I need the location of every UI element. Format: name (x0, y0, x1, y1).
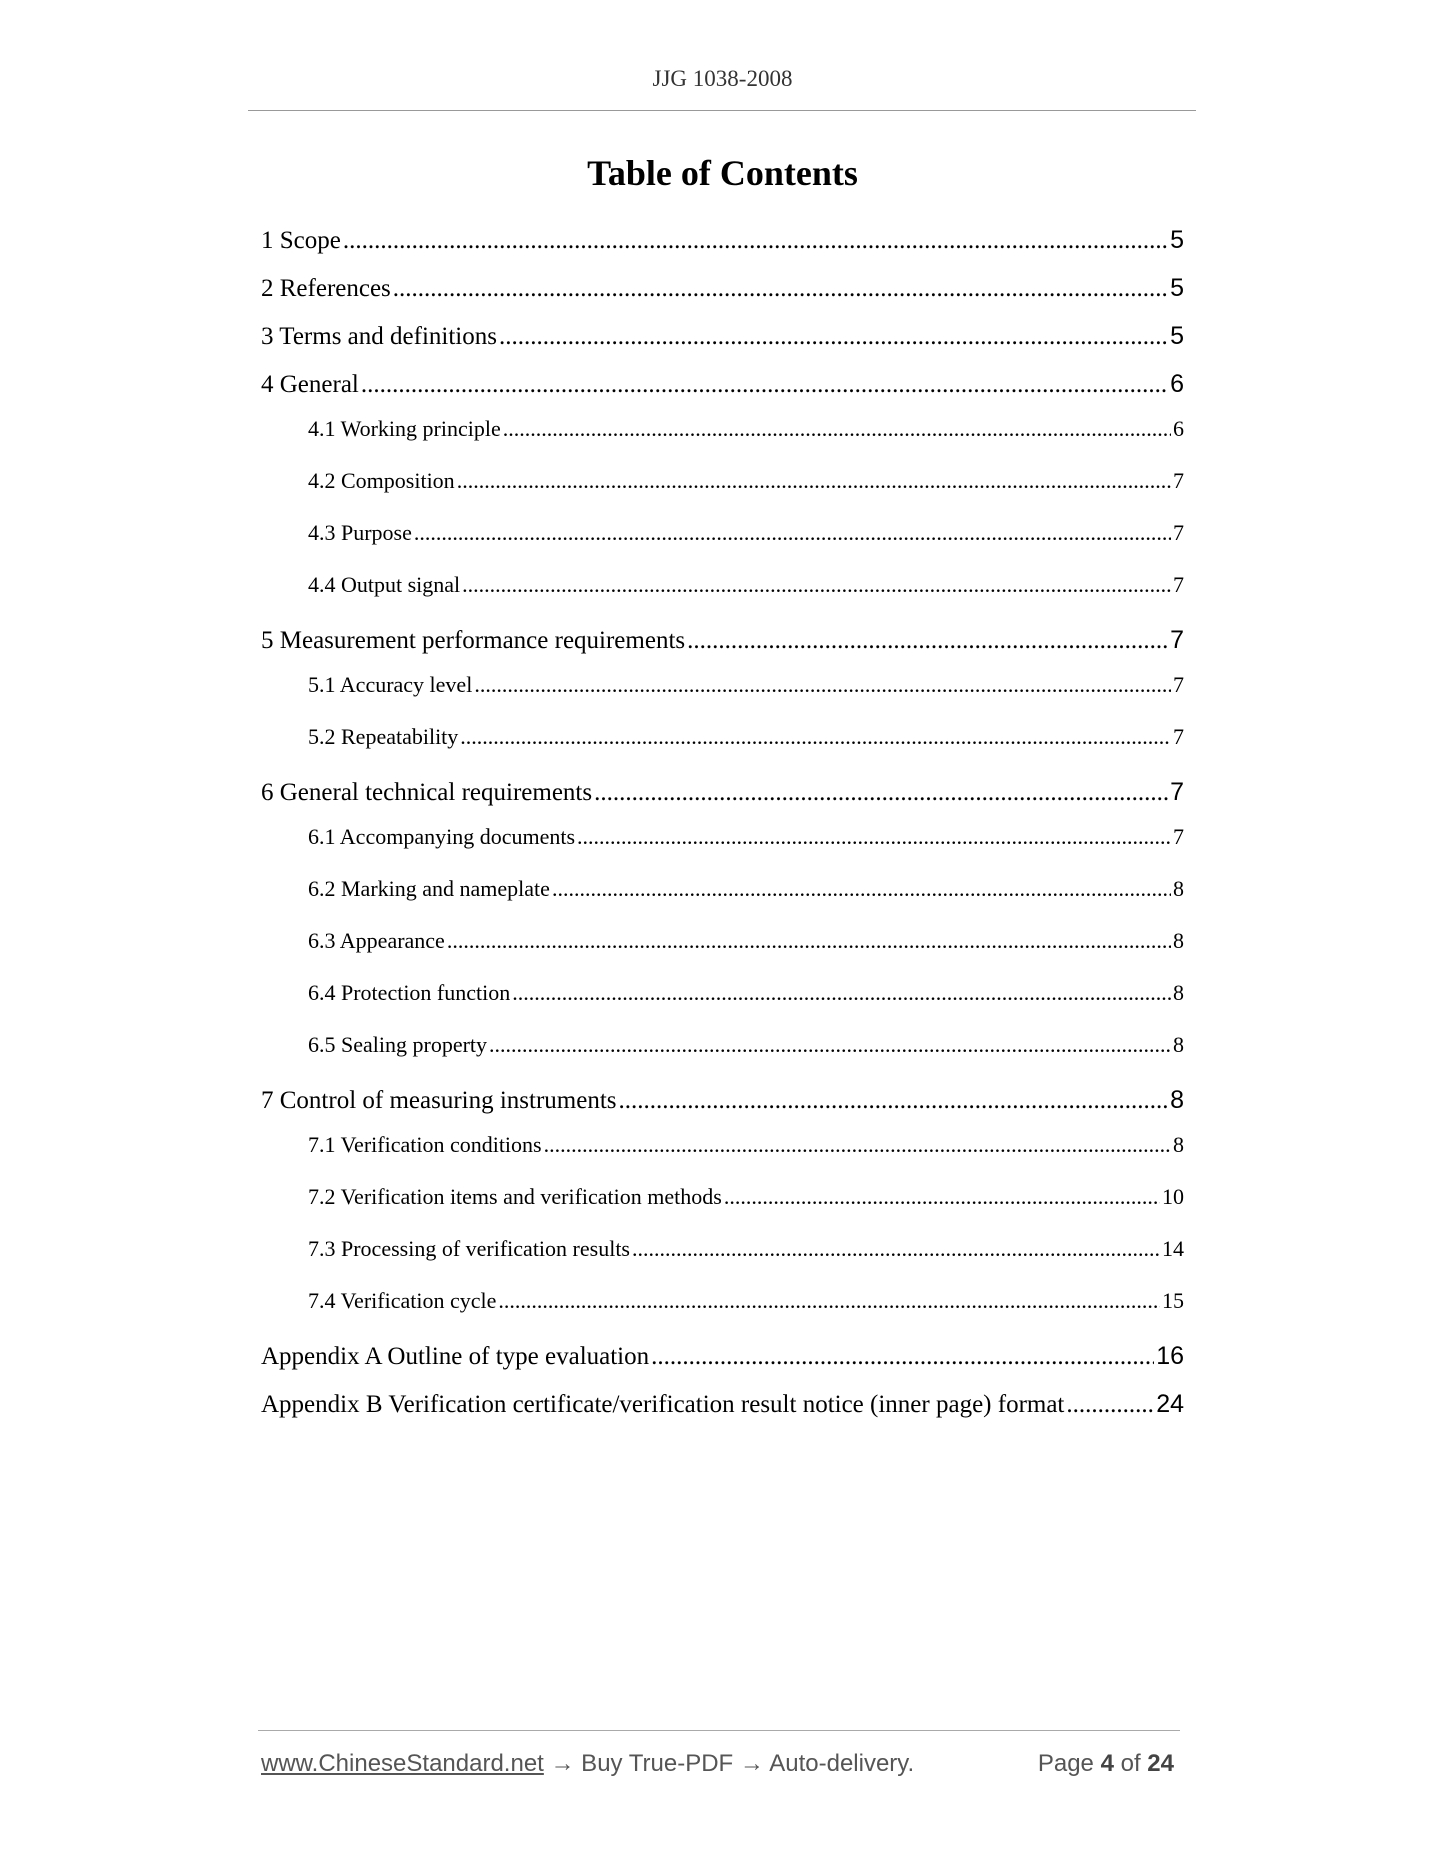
toc-entry-7-2[interactable]: 7.2 Verification items and verification methods ..... 10 (308, 1184, 1184, 1210)
dot-leader (343, 227, 1168, 255)
dot-leader (503, 416, 1171, 442)
dot-leader (489, 1032, 1171, 1058)
website-link[interactable]: www.ChineseStandard.net (261, 1750, 544, 1777)
toc-entry-5-2[interactable]: 5.2 Repeatability ..... 7 (308, 724, 1184, 750)
footer-promo (261, 1750, 914, 1778)
toc-entry-6-4[interactable]: 6.4 Protection function ..... 8 (308, 980, 1184, 1006)
dot-leader (619, 1087, 1169, 1115)
toc-entry-6-general-technical[interactable]: 6 General technical requirements ..... 7 (261, 778, 1184, 807)
toc-entry-5-measurement[interactable]: 5 Measurement performance requirements ..... 7 (261, 626, 1184, 655)
dot-leader (594, 779, 1168, 807)
page-indicator: Page 4 of 24 (1037, 1750, 1174, 1777)
toc-entry-3-terms[interactable]: 3 Terms and definitions ..... 5 (261, 322, 1184, 351)
dot-leader (1066, 1391, 1154, 1419)
dot-leader (393, 275, 1168, 303)
toc-entry-7-3[interactable]: 7.3 Processing of verification results ..... 14 (308, 1236, 1184, 1262)
toc-entry-appendix-a[interactable]: Appendix A Outline of type evaluation ..... 16 (261, 1342, 1184, 1371)
toc-entry-4-3[interactable]: 4.3 Purpose ..... 7 (308, 520, 1184, 546)
dot-leader (577, 824, 1171, 850)
toc-entry-6-1[interactable]: 6.1 Accompanying documents ..... 7 (308, 824, 1184, 850)
toc-entry-6-3[interactable]: 6.3 Appearance ..... 8 (308, 928, 1184, 954)
dot-leader (651, 1343, 1154, 1371)
toc-entry-6-2[interactable]: 6.2 Marking and nameplate ..... 8 (308, 876, 1184, 902)
dot-leader (474, 672, 1171, 698)
toc-entry-5-1[interactable]: 5.1 Accuracy level ..... 7 (308, 672, 1184, 698)
dot-leader (552, 876, 1171, 902)
dot-leader (687, 627, 1168, 655)
current-page: 4 (1100, 1750, 1114, 1777)
dot-leader (414, 520, 1171, 546)
dot-leader (512, 980, 1171, 1006)
toc-entry-2-references[interactable]: 2 References ..... 5 (261, 274, 1184, 303)
promo-text: → Buy True-PDF → Auto-delivery. (543, 1750, 915, 1777)
toc-entry-4-1[interactable]: 4.1 Working principle ..... 6 (308, 416, 1184, 442)
dot-leader (460, 724, 1171, 750)
dot-leader (544, 1132, 1171, 1158)
dot-leader (724, 1184, 1160, 1210)
dot-leader (632, 1236, 1160, 1262)
header-divider (248, 110, 1196, 111)
footer-divider (258, 1730, 1180, 1731)
toc-entry-1-scope[interactable]: 1 Scope ..... 5 (261, 226, 1184, 255)
dot-leader (498, 1288, 1160, 1314)
toc-entry-7-control[interactable]: 7 Control of measuring instruments ..... 8 (261, 1086, 1184, 1115)
dot-leader (462, 572, 1171, 598)
toc-entry-4-2[interactable]: 4.2 Composition ..... 7 (308, 468, 1184, 494)
toc-entry-appendix-b[interactable]: Appendix B Verification certificate/verification result notice (inner page) format ..... 24 (261, 1390, 1184, 1419)
toc-entry-4-4[interactable]: 4.4 Output signal ..... 7 (308, 572, 1184, 598)
toc-entry-6-5[interactable]: 6.5 Sealing property ..... 8 (308, 1032, 1184, 1058)
page-footer (261, 1750, 1184, 1780)
dot-leader (457, 468, 1171, 494)
page-title: Table of Contents (587, 153, 858, 193)
dot-leader (447, 928, 1171, 954)
dot-leader (499, 323, 1168, 351)
toc-entry-4-general[interactable]: 4 General ..... 6 (261, 370, 1184, 399)
document-code: JJG 1038-2008 (652, 66, 793, 91)
dot-leader (361, 371, 1168, 399)
toc-entry-7-4[interactable]: 7.4 Verification cycle ..... 15 (308, 1288, 1184, 1314)
total-pages: 24 (1147, 1750, 1174, 1777)
toc-entry-7-1[interactable]: 7.1 Verification conditions ..... 8 (308, 1132, 1184, 1158)
